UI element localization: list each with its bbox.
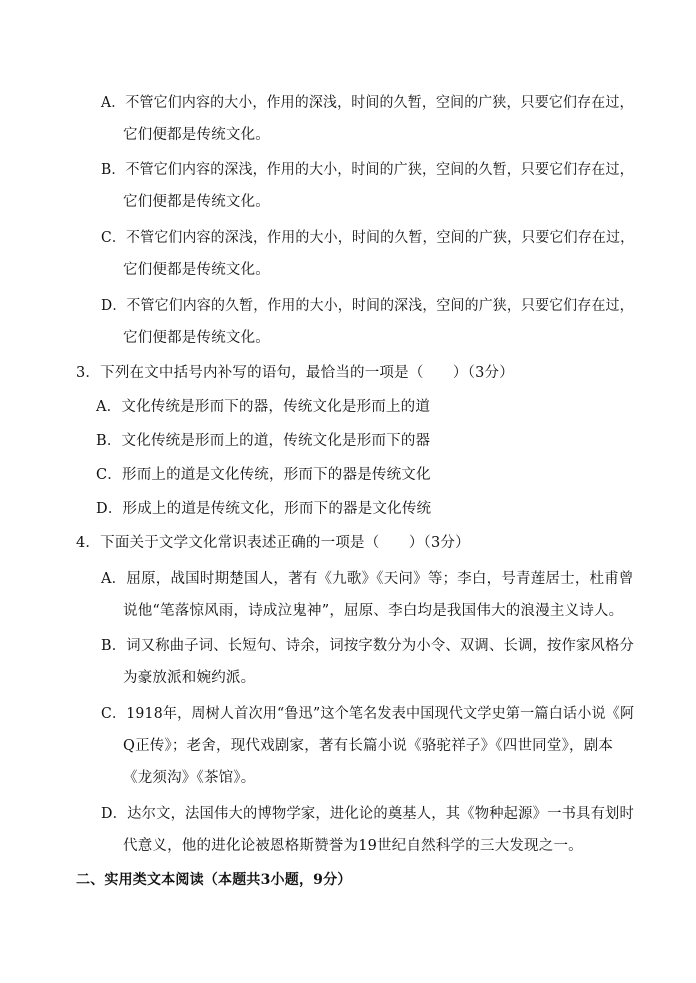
q3-option-b: B．文化传统是形而上的道，传统文化是形而下的器 <box>96 433 431 449</box>
q4-stem: 4．下面关于文学文化常识表述正确的一项是（ ）（3分） <box>76 535 470 551</box>
q2-option-c-line2: 它们便都是传统文化。 <box>123 262 270 278</box>
q4-option-d-line1: D．达尔文，法国伟大的博物学家，进化论的奠基人，其《物种起源》一书具有划时 <box>101 806 635 822</box>
q4-option-c-line1: C．1918年，周树人首次用“鲁迅”这个笔名发表中国现代文学史第一篇白话小说《阿 <box>101 706 635 722</box>
q4-option-d-line2: 代意义，他的进化论被恩格斯赞誉为19世纪自然科学的三大发现之一。 <box>123 838 583 854</box>
q3-option-d: D．形成上的道是传统文化，形而下的器是文化传统 <box>96 501 432 517</box>
section-heading-practical-reading: 二、实用类文本阅读（本题共3小题，9分） <box>76 872 352 888</box>
q2-option-d-line2: 它们便都是传统文化。 <box>123 330 270 346</box>
q4-option-c-line2: Q正传》；老舍，现代戏剧家，著有长篇小说《骆驼祥子》《四世同堂》，剧本 <box>123 738 614 754</box>
q2-option-b-line2: 它们便都是传统文化。 <box>123 194 270 210</box>
q3-option-c: C．形而上的道是文化传统，形而下的器是传统文化 <box>96 467 431 483</box>
q2-option-d-line1: D．不管它们内容的久暂，作用的大小，时间的深浅，空间的广狭，只要它们存在过， <box>101 298 634 314</box>
q4-option-a-line1: A．屈原，战国时期楚国人，著有《九歌》《天问》等；李白，号青莲居士，杜甫曾 <box>101 571 634 587</box>
q4-option-a-line2: 说他“笔落惊风雨，诗成泣鬼神”，屈原、李白均是我国伟大的浪漫主义诗人。 <box>123 603 624 619</box>
q4-option-b-line1: B．词又称曲子词、长短句、诗余，词按字数分为小令、双调、长调，按作家风格分 <box>101 638 635 654</box>
q3-option-a: A．文化传统是形而下的器，传统文化是形而上的道 <box>96 399 431 415</box>
q2-option-c-line1: C．不管它们内容的深浅，作用的大小，时间的久暂，空间的广狭，只要它们存在过， <box>101 230 635 246</box>
q2-option-a-line1: A．不管它们内容的大小，作用的深浅，时间的久暂，空间的广狭，只要它们存在过， <box>101 95 634 111</box>
q2-option-b-line1: B．不管它们内容的深浅，作用的大小，时间的广狭，空间的久暂，只要它们存在过， <box>101 162 634 178</box>
q2-option-a-line2: 它们便都是传统文化。 <box>123 127 270 143</box>
q3-stem: 3．下列在文中括号内补写的语句，最恰当的一项是（ ）（3分） <box>76 365 514 381</box>
q4-option-c-line3: 《龙须沟》《茶馆》。 <box>123 770 256 786</box>
q4-option-b-line2: 为豪放派和婉约派。 <box>123 670 256 686</box>
